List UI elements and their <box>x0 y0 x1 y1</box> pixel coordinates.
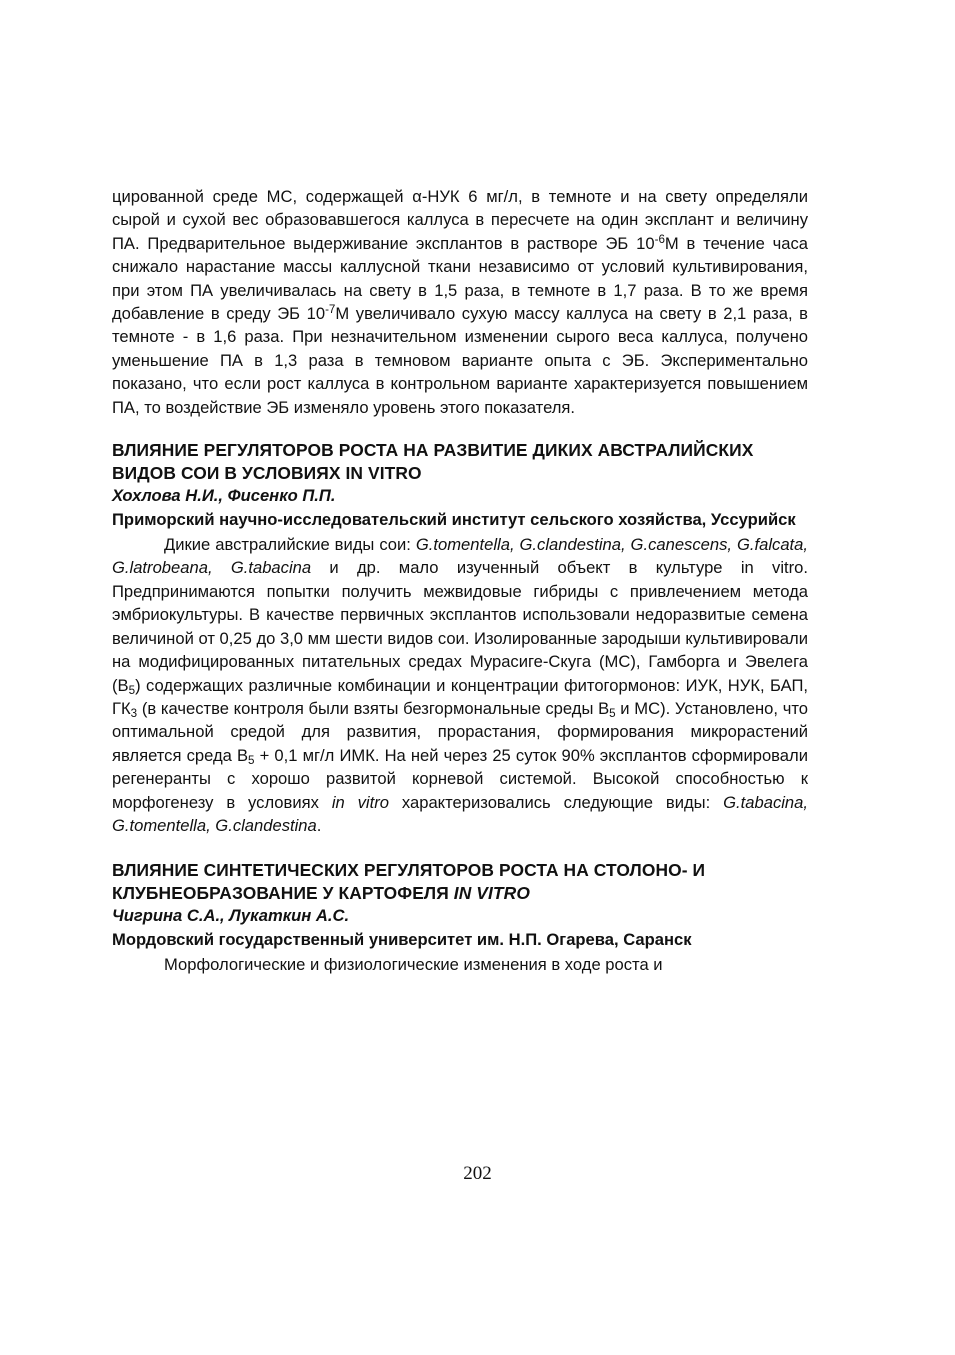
article-affiliation: Приморский научно-исследовательский институт сельского хозяйства, Уссурийск <box>112 510 796 530</box>
text-run: + 0,1 мг/л ИМК. На ней через 25 суток 90% эксплантов сформировали регенеранты с хорошо развитой корневой системой. Высокой способностью к морфогенезу в условиях <box>112 745 808 812</box>
subscript: 5 <box>128 683 136 697</box>
text-run: . <box>316 815 322 835</box>
article-potato <box>112 859 808 976</box>
article-title <box>112 859 808 905</box>
article-authors: Чигрина С.А., Лукаткин А.С. <box>112 906 350 926</box>
species-list: G.tomentella, G.clandestina, G.canescens, G.falcata, G.latrobeana, G.tabacina <box>112 535 808 578</box>
title-italic: IN VITRO <box>453 883 530 904</box>
continuation-paragraph <box>112 185 808 419</box>
text-run: и МС). Установлено, что оптимальной средой для развития, прорастания, формирования микрорастений является среда В <box>112 698 808 765</box>
superscript: -6 <box>654 232 665 246</box>
article-soy <box>112 439 808 837</box>
subscript: 5 <box>248 753 255 767</box>
subscript: 3 <box>130 706 138 720</box>
article-body <box>112 533 808 837</box>
text-run: М увеличивало сухую массу каллуса на свету в 2,1 раза, в темноте - в 1,6 раза. При незначительном изменении сырого веса каллуса, получено уменьшение ПА в 1,3 раза в темновом варианте опыта с ЭБ. Экспериментально показано, что если рост каллуса в контрольном варианте характеризуется повышением ПА, то воздействие ЭБ изменяло уровень этого показателя. <box>112 304 808 417</box>
article-authors: Хохлова Н.И., Фисенко П.П. <box>112 486 336 506</box>
article-body: Морфологические и физиологические изменения в ходе роста и <box>164 955 663 975</box>
text-run: ) содержащих различные комбинации и концентрации фитогормонов: ИУК, НУК, БАП, ГК <box>112 675 808 718</box>
article-title: ВЛИЯНИЕ РЕГУЛЯТОРОВ РОСТА НА РАЗВИТИЕ ДИКИХ АВСТРАЛИЙСКИХ ВИДОВ СОИ В УСЛОВИЯХ IN VITRO <box>112 440 754 484</box>
text-run: характеризовались следующие виды: <box>388 792 724 812</box>
title-text: ВЛИЯНИЕ СИНТЕТИЧЕСКИХ РЕГУЛЯТОРОВ РОСТА НА СТОЛОНО- И КЛУБНЕОБРАЗОВАНИЕ У КАРТОФЕЛЯ <box>112 860 706 904</box>
subscript: 5 <box>609 706 616 720</box>
text-run: Дикие австралийские виды сои: <box>164 535 416 555</box>
text-run: (в качестве контроля были взяты безгормональные среды В <box>137 698 610 718</box>
italic-term: in vitro <box>331 792 389 812</box>
text-run: цированной среде МС, содержащей α-НУК 6 мг/л, в темноте и на свету определяли сырой и сухой вес образовавшегося каллуса в пересчете на один эксплант и величину ПА. Предварительное выдерживание эксплантов в растворе ЭБ 10 <box>112 187 808 253</box>
species-list: G.tabacina, G.tomentella, G.clandestina <box>112 792 808 835</box>
text-run: М в течение часа снижало нарастание массы каллусной ткани независимо от условий культивирования, при этом ПА увеличивалась на свету в 1,5 раза, в темноте в 1,7 раза. В то же время добавление в среду ЭБ 10 <box>112 233 808 324</box>
page-content <box>112 185 808 977</box>
article-affiliation: Мордовский государственный университет им. Н.П. Огарева, Саранск <box>112 930 692 950</box>
text-run: и др. мало изученный объект в культуре in vitro. Предпринимаются попытки получить межвидовые гибриды с привлечением метода эмбриокультуры. В качестве первичных эксплантов использовали недоразвитые семена величиной от 0,25 до 3,0 мм шести видов сои. Изолированные зародыши культивировали на модифицированных питательных средах Мурасиге-Скуга (МС), Гамборга и Эвелега (В <box>112 558 808 695</box>
superscript: -7 <box>325 303 336 317</box>
page-number: 202 <box>463 1163 492 1184</box>
